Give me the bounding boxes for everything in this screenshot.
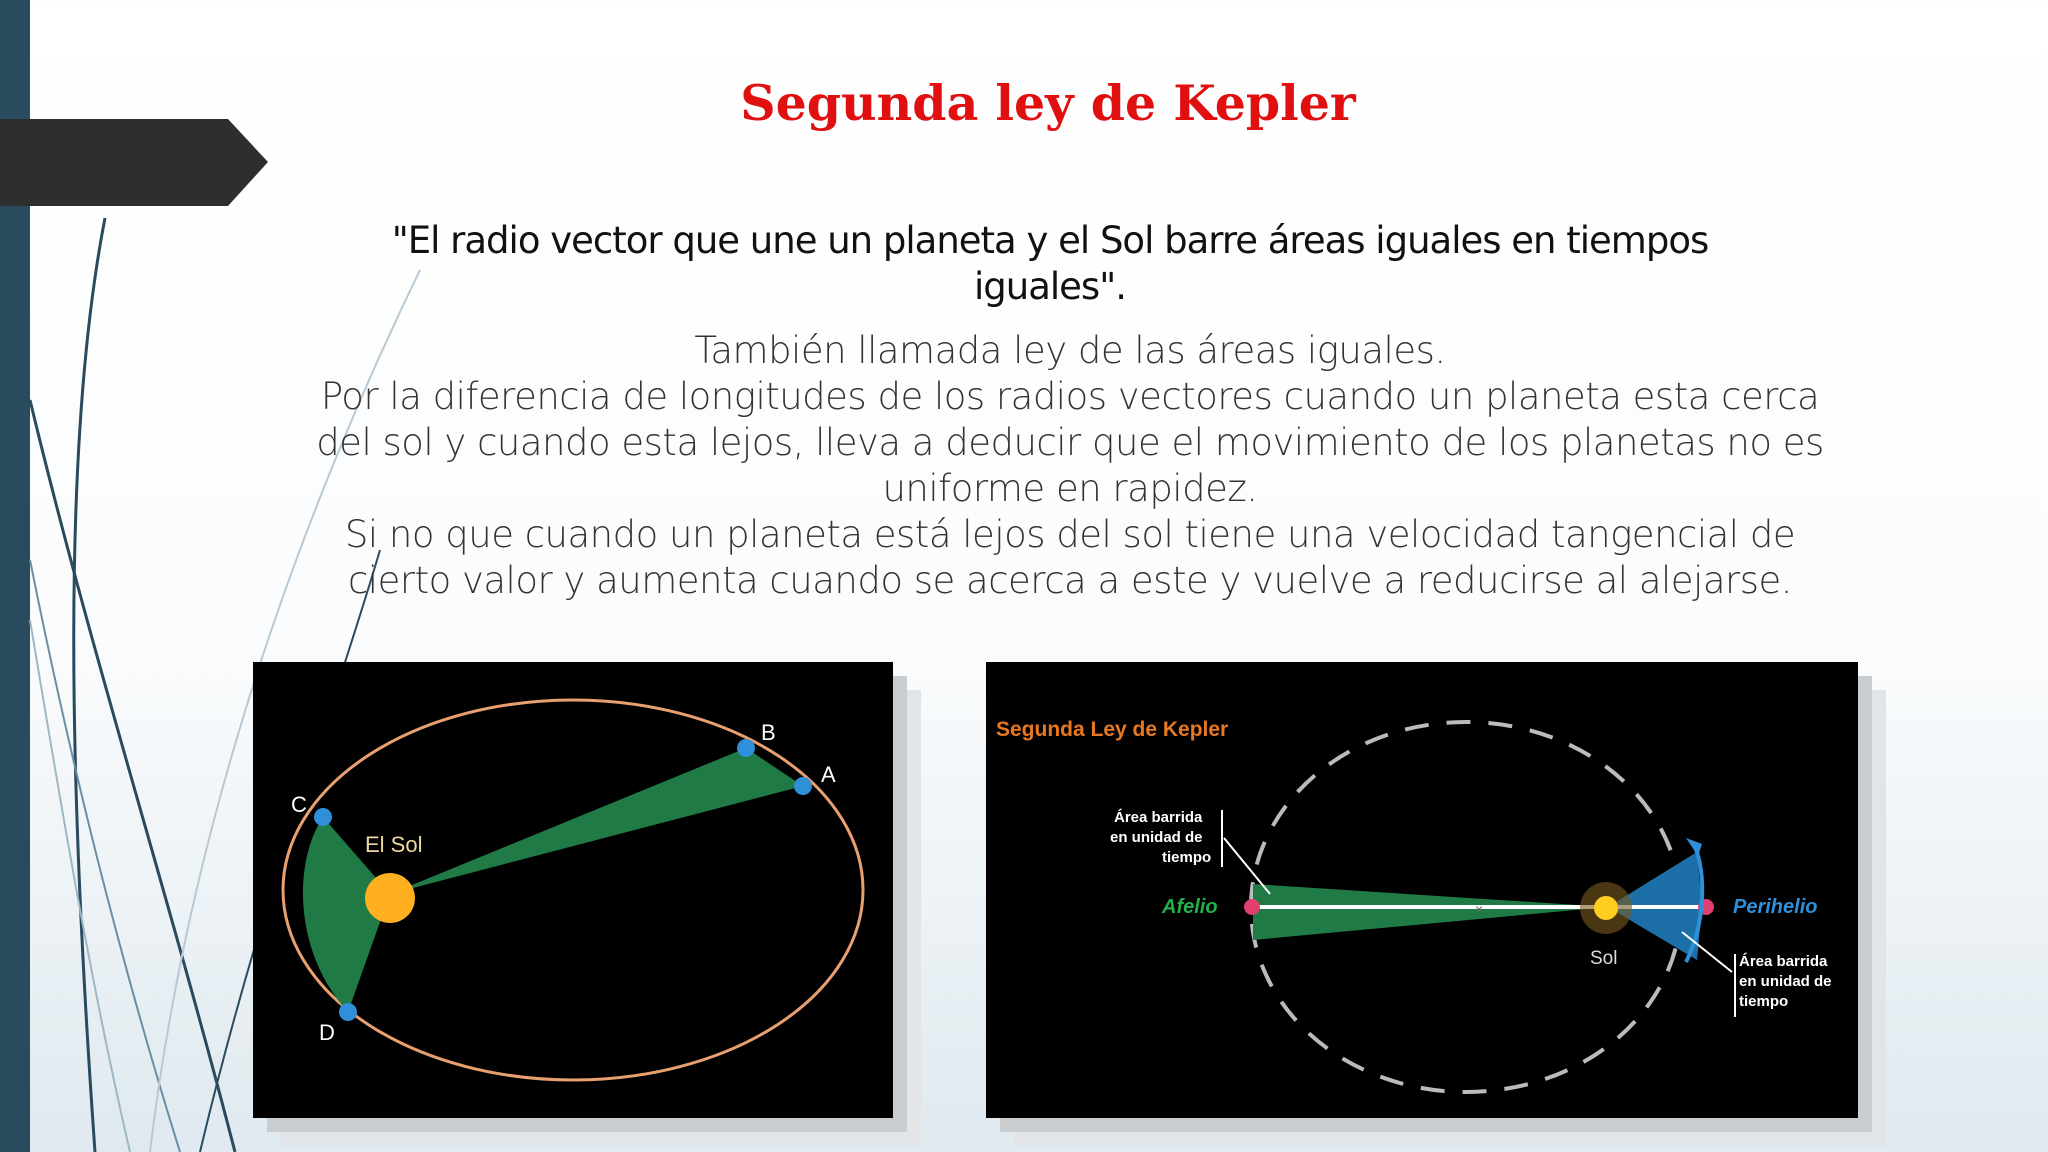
swept-area-right (390, 748, 803, 894)
label-d: D (319, 1020, 335, 1045)
sun (365, 873, 415, 923)
slide-tab-marker (0, 119, 268, 206)
axis-center-mark: × (1475, 901, 1484, 917)
sun (1594, 896, 1618, 920)
paragraph-2: Por la diferencia de longitudes de los radios vectores cuando un planeta esta cerca del sol y cuando esta lejos, lleva a deducir que el movimiento de los planetas no es uniforme en rapidez. (316, 375, 1824, 510)
planet-c (314, 808, 332, 826)
body-text (300, 328, 1840, 604)
label-c: C (291, 792, 307, 817)
paragraph-1: También llamada ley de las áreas iguales. (694, 329, 1446, 372)
afelio-label: Afelio (1162, 896, 1218, 918)
label-a: A (821, 762, 836, 787)
sun-label: El Sol (365, 832, 423, 857)
paragraph-3: Si no que cuando un planeta está lejos del sol tiene una velocidad tangencial de cierto valor y aumenta cuando se acerca a este y vuelve a reducirse al alejarse. (344, 513, 1796, 602)
area-label-top-line3: tiempo (1162, 849, 1212, 866)
planet-a (794, 777, 812, 795)
kepler-second-law-diagram (986, 662, 1858, 1118)
planet-b (737, 739, 755, 757)
velocity-arrowhead (1686, 838, 1702, 856)
label-b: B (761, 720, 776, 745)
planet-afelio (1244, 899, 1260, 915)
area-label-bottom-line3: tiempo (1739, 993, 1789, 1010)
area-label-bottom-line1: Área barrida (1739, 953, 1828, 970)
figure-title: Segunda Ley de Kepler (996, 718, 1229, 741)
sun-label: Sol (1590, 948, 1618, 969)
perihelio-label: Perihelio (1733, 896, 1818, 918)
area-label-top-line2: en unidad de (1110, 829, 1203, 846)
slide-title: Segunda ley de Kepler (740, 74, 1356, 132)
aphelion-perihelion-figure (986, 662, 1858, 1118)
orbit-diagram (253, 662, 893, 1118)
kepler-law-quote: "El radio vector que une un planeta y el Sol barre áreas iguales en tiempos iguales". (391, 219, 1709, 308)
planet-d (339, 1003, 357, 1021)
area-label-bottom-line2: en unidad de (1739, 973, 1832, 990)
swept-area-afelio (1253, 884, 1608, 940)
orbit-equal-areas-figure (253, 662, 893, 1118)
area-label-top-line1: Área barrida (1114, 809, 1203, 826)
